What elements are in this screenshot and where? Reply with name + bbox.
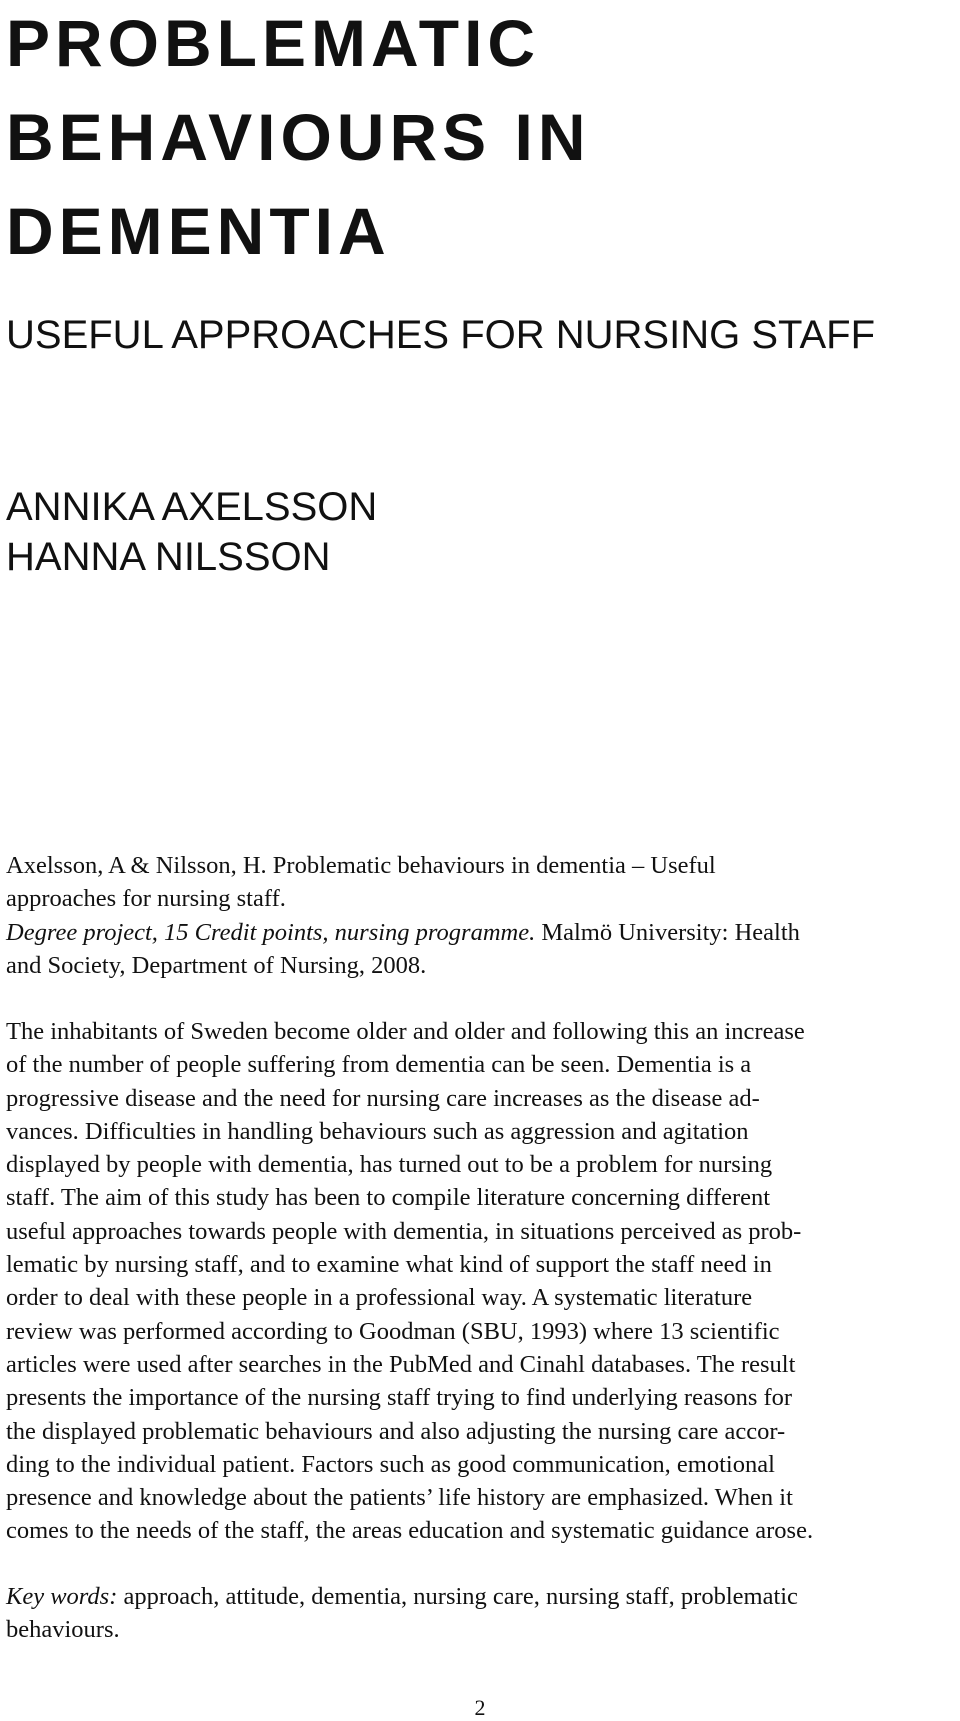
abstract-line: ding to the individual patient. Factors such as good communication, emotional <box>6 1450 775 1478</box>
abstract-line: comes to the needs of the staff, the areas education and systematic guidance arose. <box>6 1517 814 1545</box>
citation-line: approaches for nursing staff. <box>6 885 286 913</box>
keywords-line <box>6 1580 956 1613</box>
abstract-line: staff. The aim of this study has been to compile literature concerning different <box>6 1184 771 1212</box>
author-list <box>6 482 377 582</box>
abstract-line: progressive disease and the need for nursing care increases as the disease ad- <box>6 1084 760 1112</box>
keywords-label: Key words: <box>6 1583 118 1610</box>
abstract-line: order to deal with these people in a professional way. A systematic literature <box>6 1284 753 1312</box>
keywords-line: behaviours. <box>6 1616 120 1644</box>
title-line: BEHAVIOURS IN <box>6 100 591 174</box>
citation-line: Axelsson, A & Nilsson, H. Problematic behaviours in dementia – Useful <box>6 852 716 879</box>
citation-line: and Society, Department of Nursing, 2008. <box>6 951 427 979</box>
title-line: DEMENTIA <box>6 194 391 268</box>
citation <box>6 849 956 982</box>
document-subtitle: USEFUL APPROACHES FOR NURSING STAFF <box>6 313 876 357</box>
document-title <box>6 0 946 278</box>
title-line: PROBLEMATIC <box>6 6 541 80</box>
abstract-line: review was performed according to Goodman (SBU, 1993) where 13 scientific <box>6 1317 780 1345</box>
keywords-list: approach, attitude, dementia, nursing care, nursing staff, problematic <box>117 1583 798 1610</box>
author-name: ANNIKA AXELSSON <box>6 485 378 529</box>
keywords <box>6 1580 956 1647</box>
abstract-line: displayed by people with dementia, has turned out to be a problem for nursing <box>6 1151 773 1179</box>
page-number: 2 <box>474 1695 486 1720</box>
citation-degree-info: Degree project, 15 Credit points, nursing programme. <box>6 918 536 946</box>
abstract-line: lematic by nursing staff, and to examine what kind of support the staff need in <box>6 1251 772 1279</box>
author-name: HANNA NILSSON <box>6 535 331 579</box>
abstract-line: of the number of people suffering from dementia can be seen. Dementia is a <box>6 1051 752 1079</box>
abstract-line: useful approaches towards people with dementia, in situations perceived as prob- <box>6 1217 802 1245</box>
abstract-line: presence and knowledge about the patients’ life history are emphasized. When it <box>6 1484 793 1512</box>
abstract-line: The inhabitants of Sweden become older and older and following this an increase <box>6 1018 805 1045</box>
citation-line <box>6 916 956 949</box>
citation-institution: Malmö University: Health <box>535 918 800 946</box>
abstract-line: the displayed problematic behaviours and also adjusting the nursing care accor- <box>6 1417 786 1445</box>
abstract-line: articles were used after searches in the PubMed and Cinahl databases. The result <box>6 1350 796 1378</box>
abstract-line: presents the importance of the nursing staff trying to find underlying reasons for <box>6 1384 793 1412</box>
abstract <box>6 1015 956 1548</box>
abstract-line: vances. Difficulties in handling behaviours such as aggression and agitation <box>6 1117 749 1145</box>
